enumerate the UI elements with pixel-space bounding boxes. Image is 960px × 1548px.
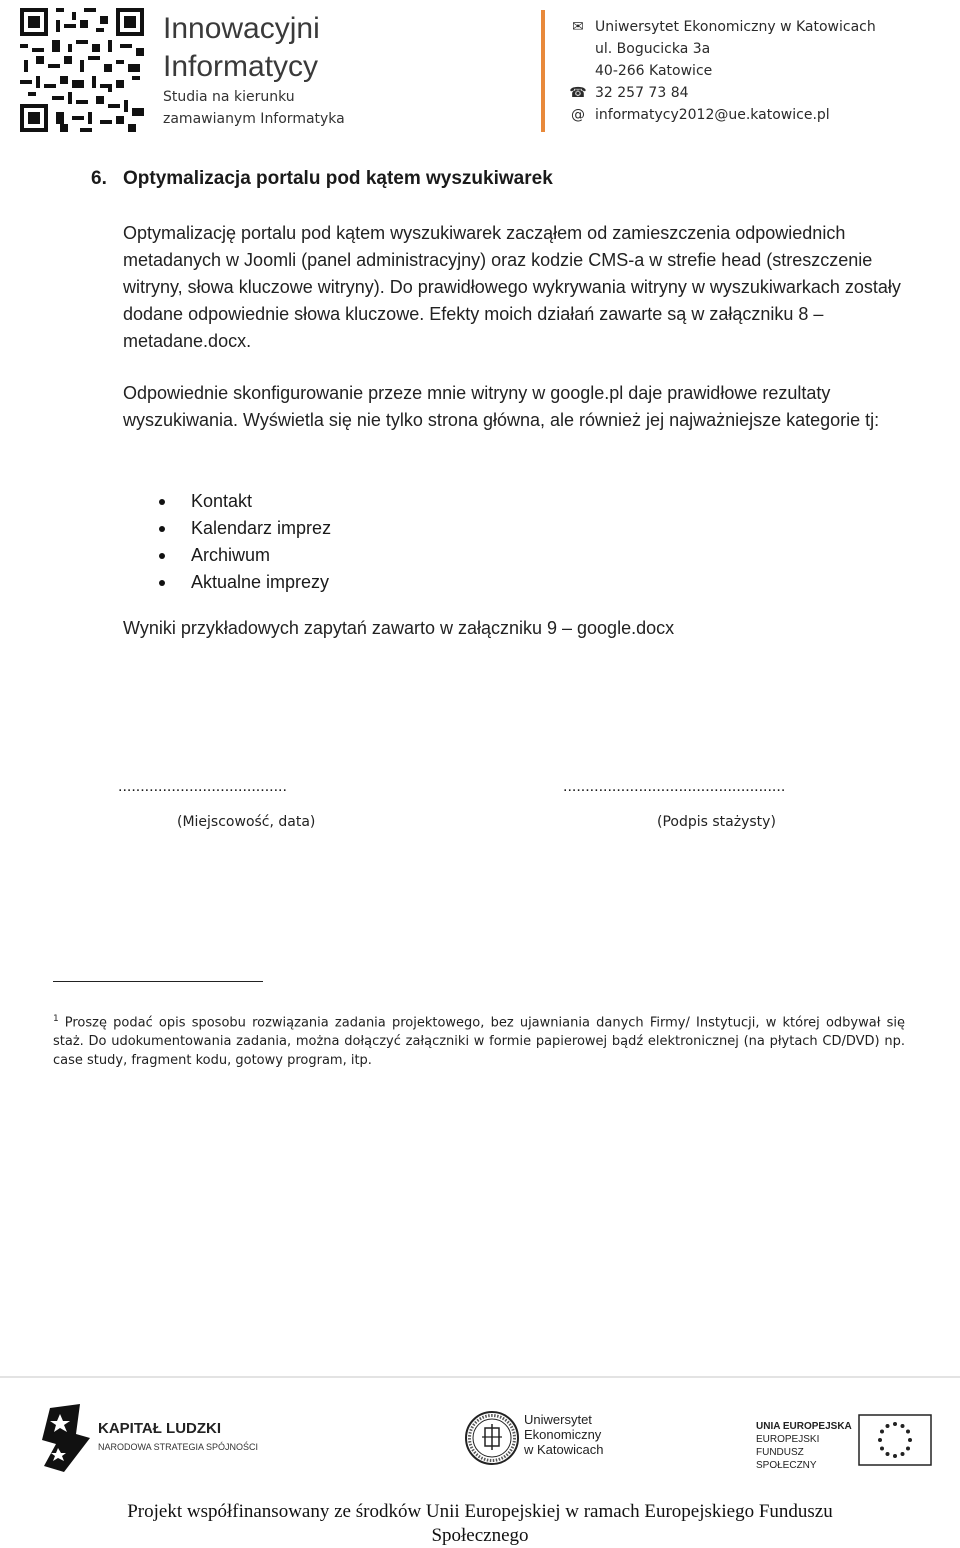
at-sign-icon: @ <box>571 107 585 123</box>
section-title-text: Optymalizacja portalu pod kątem wyszukiwarek <box>123 168 553 189</box>
brand-sub-line2: zamawianym Informatyka <box>163 111 345 127</box>
list-item-label: Kontakt <box>191 491 253 511</box>
footnote-text: Proszę podać opis sposobu rozwiązania zadania projektowego, bez ujawniania danych Firmy/ Instytucji, w której odbywał się staż. Do udokumentowania zadania, można dołączyć załączniki w formie papierowej bądź elektronicznej (na płytach CD/DVD) np. case study, fragment kodu, gotowy program, itp. <box>53 1015 905 1069</box>
paragraph-metadata: Optymalizację portalu pod kątem wyszukiwarek zacząłem od zamieszczenia odpowiednich metadanych w Joomli (panel administracyjny) oraz kodzie CMS-a w strefie head (streszczenie witryny, słowa kluczowe witryny). Do prawidłowego wykrywania witryny w wyszukiwarkach zostały dodane odpowiednie słowa kluczowe. Efekty moich działań zawarte są w załączniku 8 – metadane.docx. <box>123 223 901 351</box>
eu-line2: EUROPEJSKI <box>756 1434 820 1445</box>
contact-block <box>569 16 876 126</box>
list-item <box>155 488 331 515</box>
brand-sub-line1: Studia na kierunku <box>163 89 295 105</box>
paragraph-google: Odpowiednie skonfigurowanie przeze mnie witryny w google.pl daje prawidłowe rezultaty wyszukiwania. Wyświetla się nie tylko strona główna, ale również jej najważniejsze kategorie tj: <box>123 383 880 430</box>
footnote <box>53 1010 905 1070</box>
bullet-icon <box>159 526 165 532</box>
list-item <box>155 542 331 569</box>
university-line2: Ekonomiczny <box>524 1427 602 1442</box>
paragraph-results: Wyniki przykładowych zapytań zawarto w załączniku 9 – google.docx <box>123 618 675 638</box>
footnote-divider <box>53 981 263 982</box>
footer-divider <box>0 1376 960 1378</box>
bullet-icon <box>159 580 165 586</box>
list-item <box>155 515 331 542</box>
signature-place-line: ...................................... <box>118 778 287 795</box>
brand-title-line2: Informatycy <box>163 50 319 83</box>
university-seal-icon <box>464 1410 520 1466</box>
contact-city-row <box>569 60 876 82</box>
section-title <box>91 166 553 192</box>
brand-title <box>163 10 320 86</box>
phone-icon: ☎ <box>569 85 587 101</box>
contact-org: Uniwersytet Ekonomiczny w Katowicach <box>595 19 876 35</box>
signature-sign-line: .................................................. <box>563 778 786 795</box>
kapital-ludzki-title: KAPITAŁ LUDZKI <box>98 1420 222 1437</box>
list-item-label: Kalendarz imprez <box>191 518 332 538</box>
qr-code <box>20 8 144 132</box>
section-number: 6. <box>91 168 107 189</box>
university-logo <box>464 1410 644 1470</box>
contact-org-row <box>569 16 876 38</box>
project-funding-note <box>0 1500 960 1548</box>
header-divider <box>541 10 545 132</box>
brand-subtitle <box>163 86 345 130</box>
category-list <box>155 488 331 596</box>
eu-line3: FUNDUSZ SPOŁECZNY <box>756 1447 817 1471</box>
signature-place-label: (Miejscowość, data) <box>177 814 316 830</box>
envelope-icon: ✉ <box>572 19 584 35</box>
kapital-ludzki-logo <box>40 1404 300 1474</box>
contact-street: ul. Bogucicka 3a <box>595 41 711 57</box>
brand-title-line1: Innowacyjni <box>163 12 320 45</box>
project-line2: Społecznego <box>431 1525 529 1546</box>
bullet-icon <box>159 499 165 505</box>
contact-email[interactable]: informatycy2012@ue.katowice.pl <box>595 107 830 123</box>
footnote-marker: 1 <box>53 1014 59 1024</box>
kapital-ludzki-emblem-icon <box>40 1404 96 1474</box>
university-line3: w Katowicach <box>524 1442 604 1457</box>
contact-phone-row <box>569 82 876 104</box>
signature-sign-label: (Podpis stażysty) <box>657 814 776 830</box>
eu-line1: UNIA EUROPEJSKA <box>756 1421 852 1432</box>
eu-text <box>756 1420 866 1472</box>
contact-email-row <box>569 104 876 126</box>
list-item-label: Aktualne imprezy <box>191 572 330 592</box>
contact-city: 40-266 Katowice <box>595 63 713 79</box>
university-line1: Uniwersytet <box>524 1412 592 1427</box>
eu-logo <box>756 1414 936 1470</box>
list-item <box>155 569 331 596</box>
project-line1: Projekt współfinansowany ze środków Unii Europejskiej w ramach Europejskiego Funduszu <box>127 1501 833 1522</box>
eu-flag-icon <box>858 1414 932 1466</box>
kapital-ludzki-subtitle: NARODOWA STRATEGIA SPÓJNOŚCI <box>98 1442 259 1452</box>
university-name <box>524 1412 634 1457</box>
contact-phone: 32 257 73 84 <box>595 85 689 101</box>
bullet-icon <box>159 553 165 559</box>
contact-street-row <box>569 38 876 60</box>
list-item-label: Archiwum <box>191 545 271 565</box>
